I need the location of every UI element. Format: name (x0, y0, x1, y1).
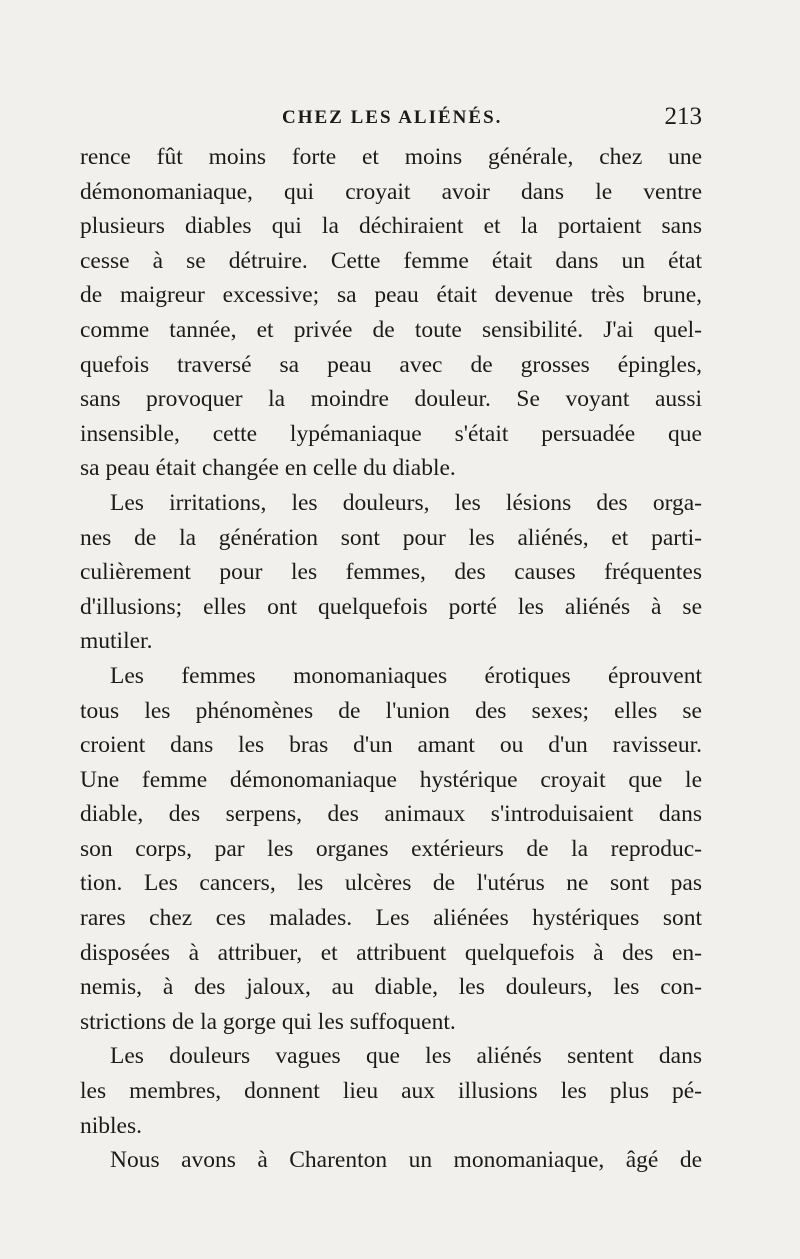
text-line: plusieurs diables qui la déchiraient et la portaient sans (80, 213, 702, 240)
running-head: CHEZ LES ALIÉNÉS. (282, 107, 503, 128)
paragraph (80, 659, 702, 1040)
text-line: cesse à se détruire. Cette femme était dans un état (80, 247, 702, 274)
text-line: nemis, à des jaloux, au diable, les douleurs, les con- (80, 974, 702, 1001)
text-line: son corps, par les organes extérieurs de la reproduc- (80, 835, 702, 862)
text-line: culièrement pour les femmes, des causes fréquentes (80, 559, 702, 586)
text-line: tion. Les cancers, les ulcères de l'utérus ne sont pas (80, 870, 702, 897)
text-line: quefois traversé sa peau avec de grosses épingles, (80, 351, 702, 378)
paragraph (80, 140, 702, 486)
text-line: nes de la génération sont pour les aliénés, et parti- (80, 524, 702, 551)
text-line: nibles. (80, 1112, 143, 1139)
text-line: sans provoquer la moindre douleur. Se voyant aussi (80, 386, 702, 413)
text-line: de maigreur excessive; sa peau était devenue très brune, (80, 282, 702, 309)
text-line: Les femmes monomaniaques érotiques éprouvent (110, 662, 702, 689)
text-line: les membres, donnent lieu aux illusions les plus pé- (80, 1078, 702, 1105)
text-line: mutiler. (80, 628, 153, 655)
text-line: tous les phénomènes de l'union des sexes; elles se (80, 697, 702, 724)
page-number: 213 (664, 103, 702, 130)
text-line: Les irritations, les douleurs, les lésions des orga- (110, 489, 702, 516)
text-line: démonomaniaque, qui croyait avoir dans le ventre (80, 178, 702, 205)
paragraph (80, 1143, 702, 1178)
text-line: d'illusions; elles ont quelquefois porté les aliénés à se (80, 593, 702, 620)
text-line: diable, des serpens, des animaux s'introduisaient dans (80, 801, 702, 828)
text-line: disposées à attribuer, et attribuent quelquefois à des en- (80, 939, 702, 966)
text-line: Une femme démonomaniaque hystérique croyait que le (80, 766, 702, 793)
text-line: Les douleurs vagues que les aliénés sentent dans (110, 1043, 702, 1070)
text-line: insensible, cette lypémaniaque s'était persuadée que (80, 420, 702, 447)
text-line: sa peau était changée en celle du diable. (80, 455, 456, 482)
text-line: strictions de la gorge qui les suffoquent. (80, 1008, 456, 1035)
text-line: comme tannée, et privée de toute sensibilité. J'ai quel- (80, 316, 702, 343)
text-line: rence fût moins forte et moins générale, chez une (80, 144, 702, 170)
text-line: Nous avons à Charenton un monomaniaque, âgé de (110, 1147, 702, 1174)
text-line: rares chez ces malades. Les aliénées hystériques sont (80, 905, 702, 932)
paragraph (80, 1039, 702, 1143)
paragraph (80, 486, 702, 659)
text-line: croient dans les bras d'un amant ou d'un ravisseur. (80, 732, 702, 759)
body-text (80, 140, 702, 1178)
page-header (78, 103, 710, 133)
